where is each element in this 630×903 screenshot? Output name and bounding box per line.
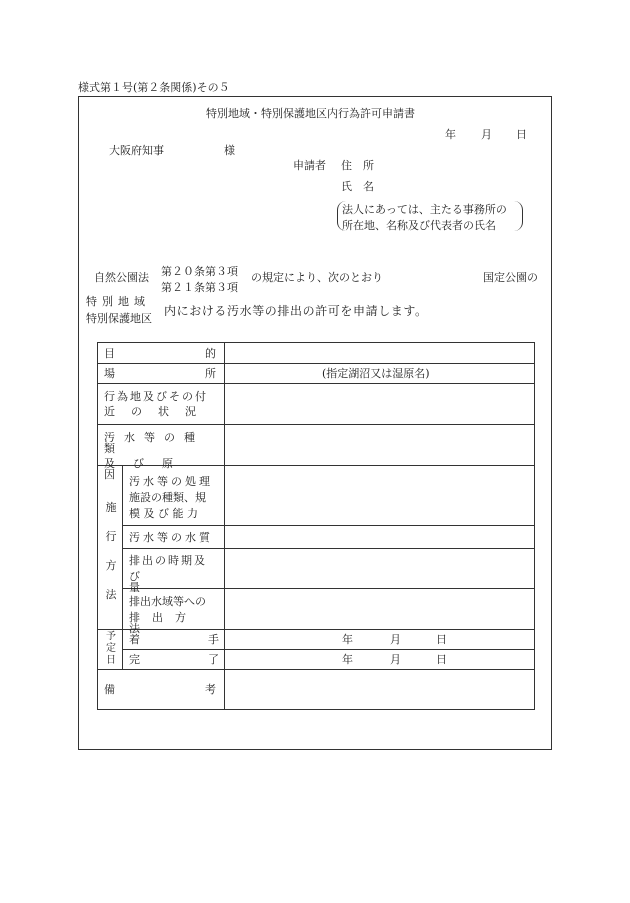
start-label — [129, 634, 219, 645]
location-label — [104, 368, 216, 379]
end-day-label: 日 — [436, 653, 447, 666]
location-field-note[interactable]: (指定湖沼又は湿原名) — [322, 367, 430, 380]
end-label — [129, 654, 219, 665]
article-option-1: 第２０条第３項 — [161, 265, 238, 278]
discharge-line-2: 排出方法 — [129, 611, 198, 635]
sewage-type-line-1: 汚水等の種類 — [104, 431, 204, 455]
start-month-label: 月 — [390, 633, 401, 646]
end-char-1: 完 — [129, 653, 140, 666]
area-option-2: 特別保護地区 — [86, 312, 152, 325]
remarks-field[interactable] — [228, 673, 530, 705]
sewage-type-label — [104, 432, 216, 480]
method-label — [104, 493, 118, 609]
remarks-label — [104, 684, 216, 695]
corporate-note-line-2: 所在地、名称及び代表者の氏名 — [342, 219, 496, 232]
article-option-2: 第２１条第３項 — [161, 281, 238, 294]
date-year-label: 年 — [445, 128, 456, 141]
timing-label — [129, 555, 219, 593]
park-name-label: 国定公園の — [483, 271, 538, 284]
surroundings-field[interactable] — [228, 387, 530, 421]
schedule-char-1: 予 — [106, 631, 116, 642]
surroundings-label — [104, 391, 216, 417]
corporate-note-line-1: 法人にあっては、主たる事務所の — [342, 203, 507, 216]
start-day-label: 日 — [436, 633, 447, 646]
end-month-label: 月 — [390, 653, 401, 666]
park-law-label: 自然公園法 — [94, 271, 149, 284]
application-table — [97, 342, 535, 710]
location-char-2: 所 — [205, 367, 216, 380]
surroundings-line-1: 行為地及びその付 — [104, 390, 208, 403]
area-option-1 — [86, 296, 156, 307]
water-quality-label: 汚水等の水質 — [129, 531, 213, 544]
applicant-label: 申請者 — [293, 159, 326, 172]
facility-label — [129, 474, 219, 522]
timing-field[interactable] — [228, 552, 530, 586]
facility-line-2: 施設の種類、規 — [129, 491, 206, 504]
statement-closing: 内における汚水等の排出の許可を申請します。 — [164, 304, 428, 318]
water-quality-field[interactable] — [228, 529, 530, 545]
surroundings-line-2: 近の状況 — [104, 405, 212, 418]
remarks-char-2: 考 — [205, 683, 216, 696]
discharge-field[interactable] — [228, 592, 530, 626]
purpose-char-1: 目 — [104, 347, 115, 360]
timing-line-1: 排出の時期及 — [129, 554, 207, 567]
start-year-label: 年 — [342, 633, 353, 646]
facility-line-3: 模及び能力 — [129, 507, 202, 520]
applicant-name-label: 氏 名 — [341, 180, 374, 193]
area-option-1-text: 特別地域 — [86, 295, 150, 308]
sewage-type-line-2: 及び原因 — [104, 457, 191, 481]
start-char-2: 手 — [208, 633, 219, 646]
purpose-char-2: 的 — [205, 347, 216, 360]
end-char-2: 了 — [208, 653, 219, 666]
discharge-line-1: 排出水域等への — [129, 595, 206, 608]
purpose-field[interactable] — [228, 345, 530, 361]
sewage-type-field[interactable] — [228, 428, 530, 462]
method-char-4: 法 — [105, 588, 117, 601]
end-year-label: 年 — [342, 653, 353, 666]
purpose-label — [104, 348, 216, 359]
addressee: 大阪府知事 — [109, 144, 164, 157]
form-number-label: 様式第１号(第２条関係)その５ — [78, 81, 230, 94]
timing-line-2: び量 — [129, 570, 182, 594]
statement-mid-text: の規定により、次のとおり — [251, 271, 383, 284]
facility-field[interactable] — [228, 469, 530, 521]
schedule-char-3: 日 — [106, 655, 116, 666]
date-day-label: 日 — [516, 128, 527, 141]
method-char-1: 施 — [105, 501, 117, 514]
discharge-label — [129, 596, 219, 634]
applicant-address-label: 住 所 — [341, 159, 374, 172]
form-title: 特別地域・特別保護地区内行為許可申請書 — [206, 107, 415, 120]
schedule-label — [104, 631, 118, 667]
method-char-2: 行 — [105, 530, 117, 543]
location-char-1: 場 — [104, 367, 115, 380]
method-char-3: 方 — [105, 559, 117, 572]
schedule-char-2: 定 — [106, 643, 116, 654]
facility-line-1: 汚水等の処理 — [129, 475, 213, 488]
start-char-1: 着 — [129, 633, 140, 646]
honorific: 様 — [224, 144, 235, 157]
remarks-char-1: 備 — [104, 683, 115, 696]
date-month-label: 月 — [481, 128, 492, 141]
